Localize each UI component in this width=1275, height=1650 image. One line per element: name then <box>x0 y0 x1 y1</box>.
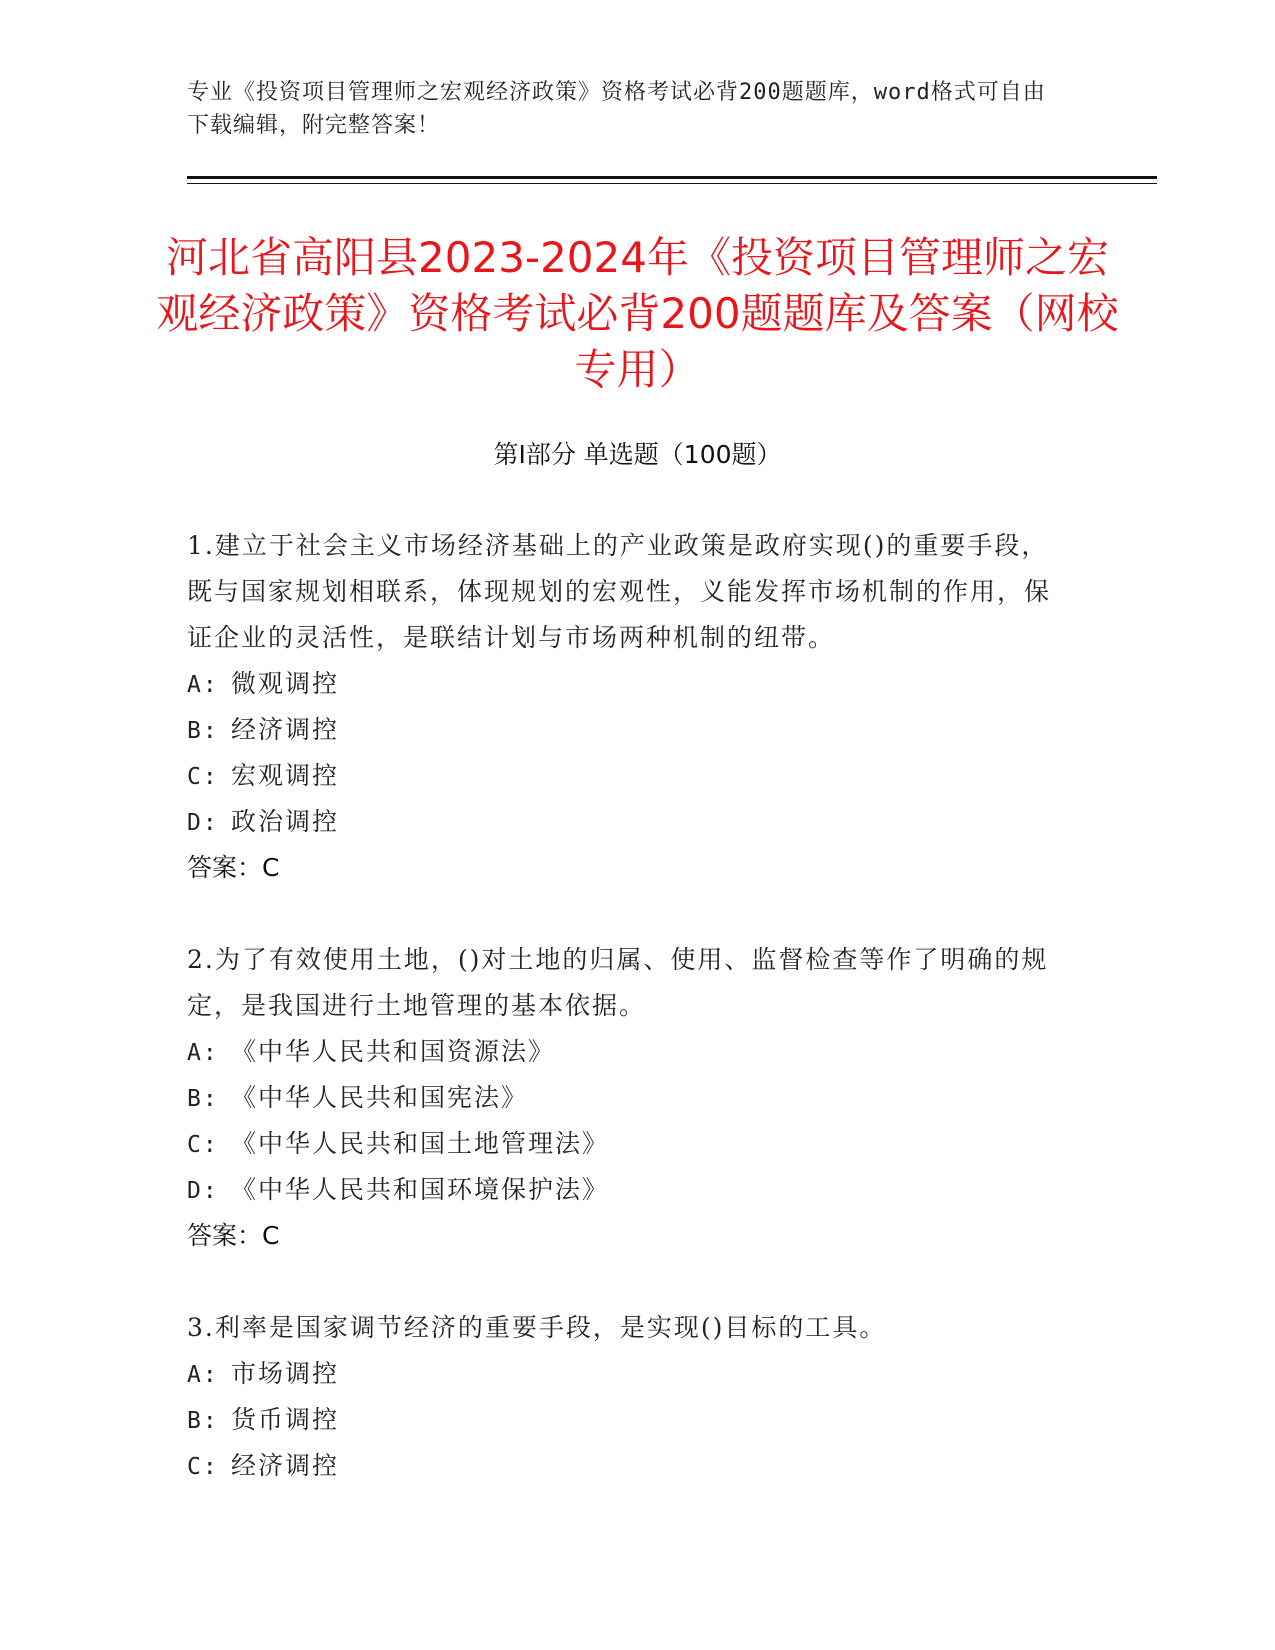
question-2 <box>187 937 1067 1259</box>
header-rule-thick <box>187 176 1157 179</box>
option-text: 《中华人民共和国宪法》 <box>231 1083 529 1112</box>
document-title: 河北省高阳县2023-2024年《投资项目管理师之宏观经济政策》资格考试必背200题题库及答案（网校专用） <box>156 233 1119 394</box>
question-3 <box>187 1305 1067 1489</box>
option-key: C: <box>187 1132 219 1158</box>
option-key: A: <box>187 1040 219 1066</box>
question-1 <box>187 523 1067 891</box>
option-text: 经济调控 <box>231 715 340 744</box>
option-key: D: <box>187 810 219 836</box>
answer-line: 答案：C <box>187 853 280 882</box>
option-text: 宏观调控 <box>231 761 340 790</box>
option-text: 政治调控 <box>231 807 340 836</box>
option-c <box>187 1121 1067 1167</box>
option-text: 微观调控 <box>231 669 340 698</box>
option-key: B: <box>187 1408 219 1434</box>
question-stem: 2.为了有效使用土地，()对土地的归属、使用、监督检查等作了明确的规定，是我国进行土地管理的基本依据。 <box>187 945 1049 1020</box>
option-key: A: <box>187 672 219 698</box>
option-text: 《中华人民共和国资源法》 <box>231 1037 556 1066</box>
option-key: B: <box>187 1086 219 1112</box>
option-b <box>187 707 1067 753</box>
option-d <box>187 799 1067 845</box>
header-rule-thin <box>187 183 1157 184</box>
option-c <box>187 1443 1067 1489</box>
option-a <box>187 661 1067 707</box>
option-text: 《中华人民共和国土地管理法》 <box>231 1129 610 1158</box>
option-key: B: <box>187 718 219 744</box>
answer-line: 答案：C <box>187 1221 280 1250</box>
option-d <box>187 1167 1067 1213</box>
option-key: A: <box>187 1362 219 1388</box>
option-text: 市场调控 <box>231 1359 340 1388</box>
section-heading: 第Ⅰ部分 单选题（100题） <box>493 440 782 469</box>
option-b <box>187 1397 1067 1443</box>
option-key: C: <box>187 1454 219 1480</box>
option-key: C: <box>187 764 219 790</box>
header-note: 专业《投资项目管理师之宏观经济政策》资格考试必背200题题库，word格式可自由下载编辑，附完整答案！ <box>187 80 1046 138</box>
option-key: D: <box>187 1178 219 1204</box>
question-list <box>187 523 1067 1535</box>
option-b <box>187 1075 1067 1121</box>
option-c <box>187 753 1067 799</box>
question-stem: 3.利率是国家调节经济的重要手段，是实现()目标的工具。 <box>187 1313 887 1342</box>
option-text: 货币调控 <box>231 1405 340 1434</box>
option-a <box>187 1351 1067 1397</box>
option-text: 经济调控 <box>231 1451 340 1480</box>
option-a <box>187 1029 1067 1075</box>
question-stem: 1.建立于社会主义市场经济基础上的产业政策是政府实现()的重要手段，既与国家规划相联系，体现规划的宏观性，义能发挥市场机制的作用，保证企业的灵活性，是联结计划与市场两种机制的纽带。 <box>187 531 1052 652</box>
option-text: 《中华人民共和国环境保护法》 <box>231 1175 610 1204</box>
